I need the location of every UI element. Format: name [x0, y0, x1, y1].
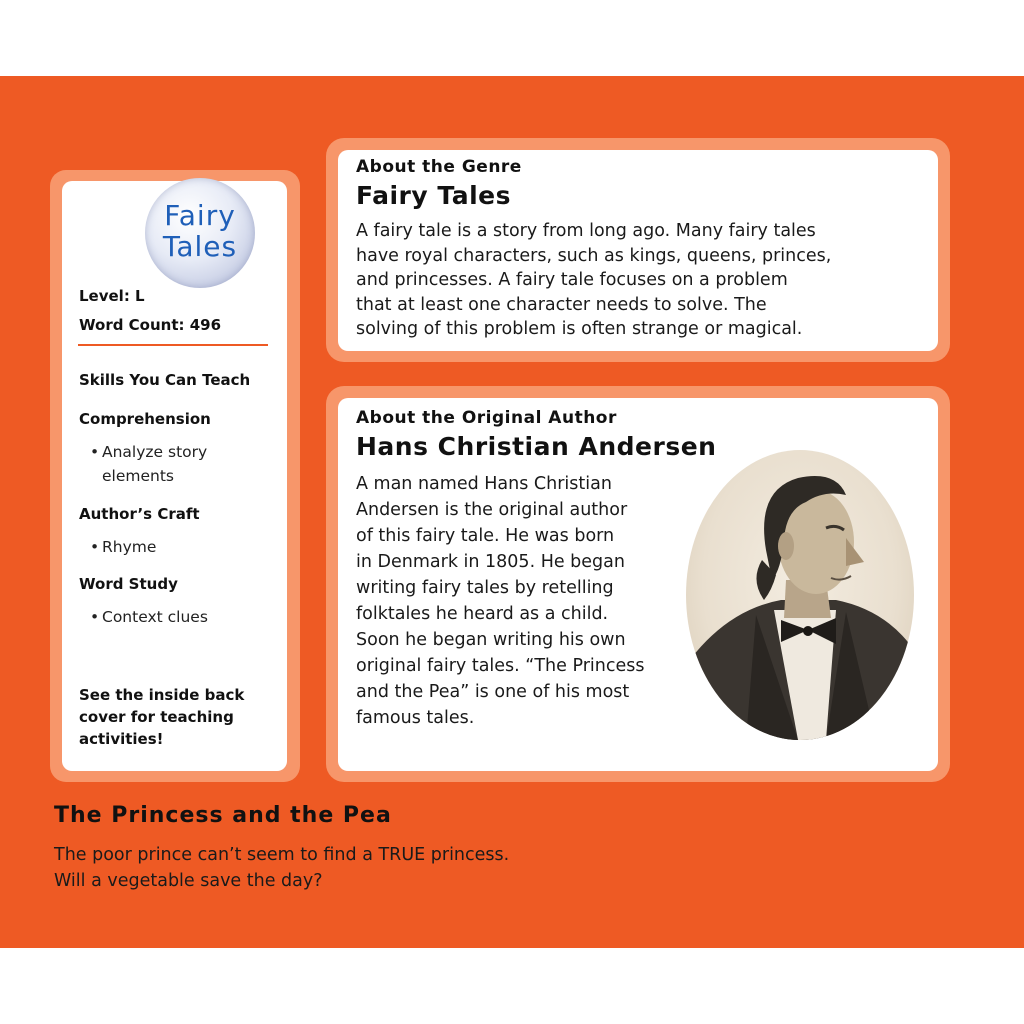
craft-item-text: Rhyme	[102, 538, 157, 556]
author-line: A man named Hans Christian	[356, 474, 612, 494]
book-blurb	[54, 842, 509, 894]
genre-heading: Fairy Tales	[356, 181, 511, 210]
genre-line: A fairy tale is a story from long ago. Many fairy tales	[356, 221, 816, 241]
author-line: of this fairy tale. He was born	[356, 526, 615, 546]
genre-kicker: About the Genre	[356, 157, 522, 177]
bullet-icon: •	[90, 608, 100, 626]
word-study-heading: Word Study	[79, 575, 178, 593]
badge-line-2: Tales	[162, 230, 238, 263]
genre-line: and princesses. A fairy tale focuses on a problem	[356, 270, 788, 290]
author-line: famous tales.	[356, 708, 475, 728]
portrait-illustration	[686, 450, 914, 740]
author-portrait	[686, 450, 914, 740]
author-line: and the Pea” is one of his most	[356, 682, 630, 702]
blurb-line-1: The poor prince can’t seem to find a TRUE princess.	[54, 845, 510, 865]
author-line: Andersen is the original author	[356, 500, 628, 520]
author-body	[356, 471, 645, 731]
sidebar-divider	[78, 344, 268, 346]
level-label: Level: L	[79, 287, 145, 305]
skills-heading: Skills You Can Teach	[79, 371, 251, 389]
author-heading: Hans Christian Andersen	[356, 432, 717, 461]
word-study-item	[90, 605, 240, 629]
author-line: original fairy tales. “The Princess	[356, 656, 645, 676]
comprehension-item-line-1: Analyze story	[102, 443, 208, 461]
author-line: Soon he began writing his own	[356, 630, 626, 650]
blurb-line-2: Will a vegetable save the day?	[54, 871, 323, 891]
badge-label	[145, 200, 255, 262]
genre-line: solving of this problem is often strange or magical.	[356, 319, 803, 339]
author-line: in Denmark in 1805. He began	[356, 552, 625, 572]
teaching-note: See the inside back cover for teaching activities!	[79, 686, 245, 748]
author-line: folktales he heard as a child.	[356, 604, 609, 624]
genre-body	[356, 219, 831, 342]
word-count-label: Word Count: 496	[79, 316, 222, 334]
badge-line-1: Fairy	[164, 199, 236, 232]
book-title: The Princess and the Pea	[54, 803, 392, 828]
comprehension-item-line-2: elements	[102, 467, 174, 485]
genre-line: that at least one character needs to solve. The	[356, 294, 767, 315]
craft-heading: Author’s Craft	[79, 505, 200, 523]
bullet-icon: •	[90, 443, 100, 461]
fairy-tales-badge-icon	[145, 178, 255, 288]
word-study-item-text: Context clues	[102, 608, 208, 626]
genre-line: have royal characters, such as kings, queens, princes,	[356, 245, 832, 266]
comprehension-heading: Comprehension	[79, 410, 211, 428]
author-kicker: About the Original Author	[356, 408, 617, 428]
author-line: writing fairy tales by retelling	[356, 578, 614, 598]
craft-item	[90, 535, 240, 559]
bullet-icon: •	[90, 538, 100, 556]
comprehension-item	[90, 440, 240, 488]
